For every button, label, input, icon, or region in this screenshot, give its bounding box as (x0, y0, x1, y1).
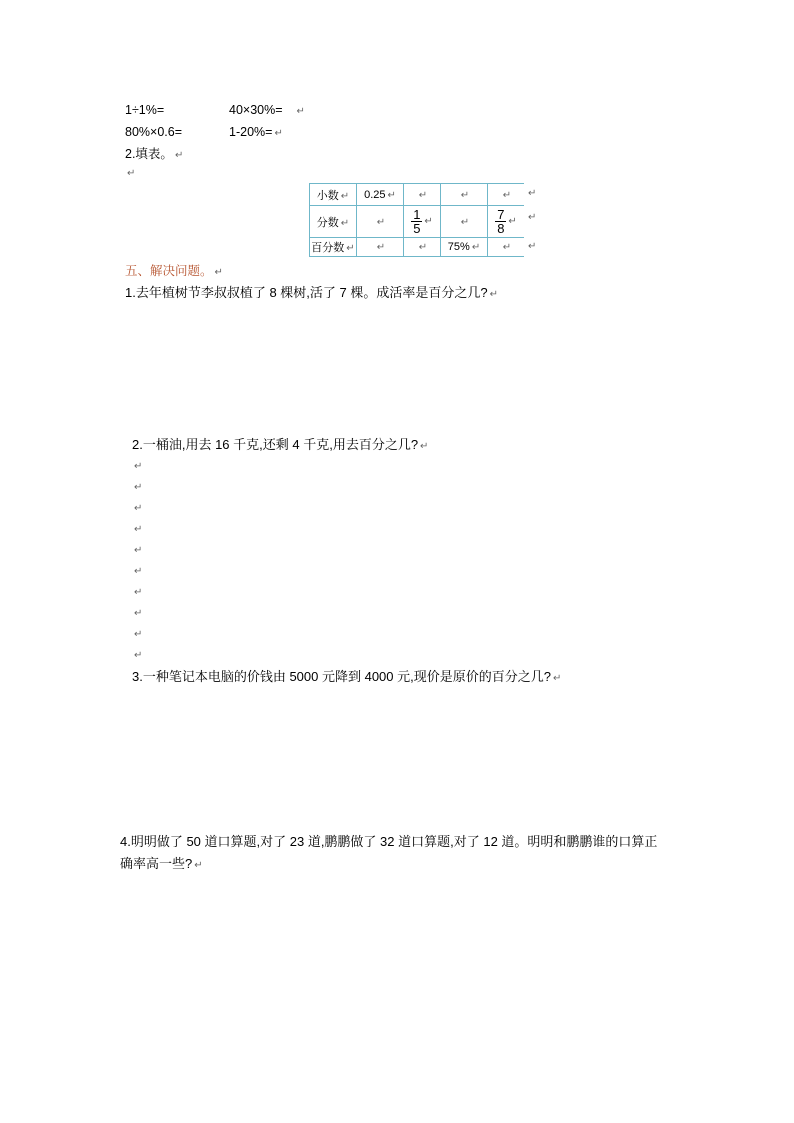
return-mark: ↵ (214, 267, 223, 278)
table-cell[interactable]: ↵ (357, 206, 404, 238)
table-cell: 75% ↵ (441, 238, 488, 257)
calc-1-b: 40×30%= ↵ (229, 103, 305, 117)
row-label: 分数 ↵ (310, 206, 357, 238)
table-cell[interactable]: ↵ (488, 184, 525, 206)
return-mark: ↵ (134, 461, 143, 472)
problem-1: 1.去年植树节李叔叔植了 8 棵树,活了 7 棵。成活率是百分之几? ↵ (125, 285, 498, 300)
return-mark: ↵ (174, 150, 184, 161)
fill-table (309, 183, 524, 257)
table-cell[interactable]: ↵ (441, 206, 488, 238)
return-mark: ↵ (134, 503, 143, 514)
table-row-percent (310, 238, 525, 257)
return-mark: ↵ (134, 482, 143, 493)
table-cell[interactable]: ↵ (488, 238, 525, 257)
problem-3: 3.一种笔记本电脑的价钱由 5000 元降到 4000 元,现价是原价的百分之几? ↵ (132, 669, 562, 684)
section5-title: 五、解决问题。 ↵ (125, 264, 223, 278)
fraction-seven-eighths: $\frac{7}{8}$ (497, 207, 505, 236)
fraction-one-fifth: $\frac{1}{5}$ (413, 207, 421, 236)
return-mark: ↵ (134, 587, 143, 598)
return-mark: ↵ (134, 524, 143, 535)
table-cell[interactable]: ↵ (404, 184, 441, 206)
table-cell: $\frac{1}{5}$ ↵ (404, 206, 441, 238)
return-mark: ↵ (134, 608, 143, 619)
row-end-mark: ↵ (528, 188, 537, 199)
table-row-fraction (310, 206, 525, 238)
row-end-mark: ↵ (528, 241, 537, 252)
row-end-mark: ↵ (528, 212, 537, 223)
return-mark: ↵ (296, 106, 305, 117)
calc-1-a: 1÷1%= (125, 103, 165, 117)
return-mark: ↵ (134, 566, 143, 577)
section2-title: 2.填表。 ↵ (125, 147, 184, 161)
problem-2: 2.一桶油,用去 16 千克,还剩 4 千克,用去百分之几? ↵ (132, 437, 429, 452)
table-cell: $\frac{7}{8}$ ↵ (488, 206, 525, 238)
table-cell[interactable]: 0.25 ↵ (357, 184, 404, 206)
row-label: 百分数 ↵ (310, 238, 357, 257)
return-mark: ↵ (134, 629, 143, 640)
table-row-decimal (310, 184, 525, 206)
calc-2-a: 80%×0.6= (125, 125, 182, 139)
row-label: 小数 ↵ (310, 184, 357, 206)
return-mark: ↵ (134, 545, 143, 556)
table-cell[interactable]: ↵ (404, 238, 441, 257)
table-cell[interactable]: ↵ (441, 184, 488, 206)
problem-4-cont: 确率高一些? ↵ (120, 856, 203, 871)
table-cell[interactable]: ↵ (357, 238, 404, 257)
return-mark: ↵ (134, 650, 143, 661)
problem-4: 4.明明做了 50 道口算题,对了 23 道,鹏鹏做了 32 道口算题,对了 12 道。明明和鹏鹏谁的口算正 (120, 834, 658, 849)
calc-2-b: 1-20%= ↵ (229, 125, 283, 139)
return-mark: ↵ (274, 128, 283, 139)
return-mark: ↵ (127, 168, 136, 179)
